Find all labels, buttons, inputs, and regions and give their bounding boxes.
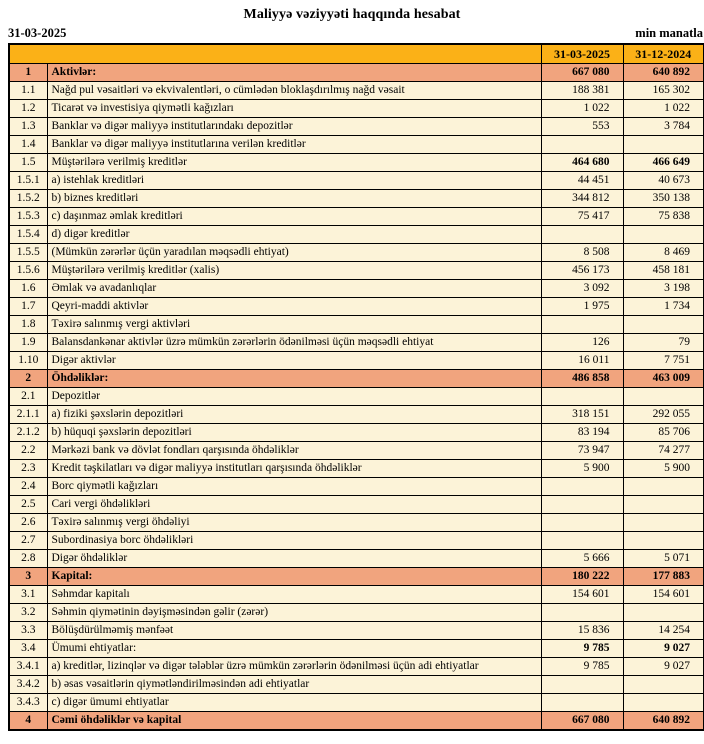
- row-num-cell: 2.1: [9, 388, 47, 406]
- row-value-previous-cell: 466 649: [623, 154, 704, 172]
- row-value-previous-cell: 85 706: [623, 424, 704, 442]
- row-value-previous-cell: 177 883: [623, 568, 704, 586]
- table-row: [9, 226, 704, 244]
- row-label-cell: a) istehlak kreditləri: [47, 172, 541, 190]
- row-label-cell: Əmlak və avadanlıqlar: [47, 280, 541, 298]
- table-row: [9, 496, 704, 514]
- row-num-cell: 2.1.1: [9, 406, 47, 424]
- row-value-previous-cell: [623, 226, 704, 244]
- header-blank-cell: [9, 44, 541, 64]
- row-value-previous-cell: 9 027: [623, 640, 704, 658]
- row-num-cell: 1.7: [9, 298, 47, 316]
- table-row: [9, 262, 704, 280]
- row-value-previous-cell: 3 198: [623, 280, 704, 298]
- row-num-cell: 1.5.1: [9, 172, 47, 190]
- row-num-cell: 3.4: [9, 640, 47, 658]
- row-label-cell: Kredit təşkilatları və digər maliyyə institutları qarşısında öhdəliklər: [47, 460, 541, 478]
- row-label-cell: Müştərilərə verilmiş kreditlər: [47, 154, 541, 172]
- row-num-cell: 2.5: [9, 496, 47, 514]
- table-header-row: [9, 44, 704, 64]
- row-value-current-cell: [541, 136, 623, 154]
- row-label-cell: a) fiziki şəxslərin depozitləri: [47, 406, 541, 424]
- row-num-cell: 3.1: [9, 586, 47, 604]
- report-title: Maliyyə vəziyyəti haqqında hesabat: [243, 7, 461, 22]
- table-row: [9, 280, 704, 298]
- row-value-current-cell: [541, 676, 623, 694]
- table-row: [9, 640, 704, 658]
- row-value-current-cell: [541, 388, 623, 406]
- row-value-current-cell: 9 785: [541, 640, 623, 658]
- row-label-cell: Kapital:: [47, 568, 541, 586]
- row-label-cell: Bölüşdürülməmiş mənfəət: [47, 622, 541, 640]
- table-row: [9, 370, 704, 388]
- row-num-cell: 3: [9, 568, 47, 586]
- row-value-previous-cell: 74 277: [623, 442, 704, 460]
- row-num-cell: 2.1.2: [9, 424, 47, 442]
- row-value-current-cell: 667 080: [541, 712, 623, 731]
- row-value-current-cell: [541, 496, 623, 514]
- row-value-previous-cell: 458 181: [623, 262, 704, 280]
- row-value-previous-cell: [623, 316, 704, 334]
- row-value-current-cell: 16 011: [541, 352, 623, 370]
- table-row: [9, 460, 704, 478]
- table-row: [9, 694, 704, 712]
- table-row: [9, 424, 704, 442]
- table-row: [9, 334, 704, 352]
- table-row: [9, 712, 704, 731]
- table-row: [9, 658, 704, 676]
- row-label-cell: c) digər ümumi ehtiyatlar: [47, 694, 541, 712]
- row-value-previous-cell: 5 900: [623, 460, 704, 478]
- row-value-previous-cell: 292 055: [623, 406, 704, 424]
- row-num-cell: 1.2: [9, 100, 47, 118]
- row-value-previous-cell: 9 027: [623, 658, 704, 676]
- row-value-current-cell: 667 080: [541, 64, 623, 82]
- report-meta-row: [8, 26, 703, 41]
- row-num-cell: 2: [9, 370, 47, 388]
- row-num-cell: 3.3: [9, 622, 47, 640]
- table-row: [9, 298, 704, 316]
- row-value-current-cell: 344 812: [541, 190, 623, 208]
- row-num-cell: 1.4: [9, 136, 47, 154]
- row-num-cell: 2.7: [9, 532, 47, 550]
- row-label-cell: Müştərilərə verilmiş kreditlər (xalis): [47, 262, 541, 280]
- row-value-previous-cell: [623, 478, 704, 496]
- row-label-cell: Öhdəliklər:: [47, 370, 541, 388]
- table-row: [9, 64, 704, 82]
- row-label-cell: Təxirə salınmış vergi aktivləri: [47, 316, 541, 334]
- table-row: [9, 442, 704, 460]
- row-label-cell: Ümumi ehtiyatlar:: [47, 640, 541, 658]
- table-row: [9, 478, 704, 496]
- row-value-previous-cell: 463 009: [623, 370, 704, 388]
- table-row: [9, 406, 704, 424]
- financial-position-table: [8, 43, 704, 731]
- row-value-current-cell: 8 508: [541, 244, 623, 262]
- row-label-cell: Mərkəzi bank və dövlət fondları qarşısında öhdəliklər: [47, 442, 541, 460]
- row-value-current-cell: 5 666: [541, 550, 623, 568]
- row-value-previous-cell: 350 138: [623, 190, 704, 208]
- table-row: [9, 352, 704, 370]
- row-num-cell: 1.3: [9, 118, 47, 136]
- row-value-current-cell: 9 785: [541, 658, 623, 676]
- table-row: [9, 586, 704, 604]
- row-value-current-cell: 1 022: [541, 100, 623, 118]
- row-num-cell: 1.9: [9, 334, 47, 352]
- row-value-previous-cell: 3 784: [623, 118, 704, 136]
- row-value-current-cell: 126: [541, 334, 623, 352]
- table-row: [9, 568, 704, 586]
- row-value-current-cell: 3 092: [541, 280, 623, 298]
- table-row: [9, 316, 704, 334]
- table-row: [9, 100, 704, 118]
- row-num-cell: 3.4.2: [9, 676, 47, 694]
- row-num-cell: 1.1: [9, 82, 47, 100]
- table-row: [9, 388, 704, 406]
- row-num-cell: 2.2: [9, 442, 47, 460]
- row-value-current-cell: 318 151: [541, 406, 623, 424]
- row-value-previous-cell: [623, 604, 704, 622]
- table-row: [9, 550, 704, 568]
- row-value-previous-cell: 1 022: [623, 100, 704, 118]
- row-value-previous-cell: 640 892: [623, 64, 704, 82]
- row-value-previous-cell: 75 838: [623, 208, 704, 226]
- row-value-current-cell: 1 975: [541, 298, 623, 316]
- table-row: [9, 514, 704, 532]
- row-value-previous-cell: [623, 676, 704, 694]
- row-value-previous-cell: 165 302: [623, 82, 704, 100]
- row-num-cell: 1.5.4: [9, 226, 47, 244]
- row-label-cell: b) əsas vəsaitlərin qiymətləndirilməsindən adi ehtiyatlar: [47, 676, 541, 694]
- row-value-previous-cell: 5 071: [623, 550, 704, 568]
- row-label-cell: Aktivlər:: [47, 64, 541, 82]
- row-label-cell: Təxirə salınmış vergi öhdəliyi: [47, 514, 541, 532]
- unit-label: min manatla: [635, 26, 703, 40]
- header-col-previous: 31-12-2024: [623, 44, 704, 64]
- row-num-cell: 1.5.3: [9, 208, 47, 226]
- row-label-cell: Banklar və digər maliyyə institutlarındakı depozitlər: [47, 118, 541, 136]
- row-value-current-cell: [541, 316, 623, 334]
- row-value-current-cell: [541, 604, 623, 622]
- row-num-cell: 3.4.1: [9, 658, 47, 676]
- row-value-previous-cell: 1 734: [623, 298, 704, 316]
- row-value-current-cell: [541, 226, 623, 244]
- header-col-current: 31-03-2025: [541, 44, 623, 64]
- table-row: [9, 244, 704, 262]
- table-row: [9, 622, 704, 640]
- row-value-current-cell: 75 417: [541, 208, 623, 226]
- row-value-previous-cell: 14 254: [623, 622, 704, 640]
- row-value-current-cell: [541, 532, 623, 550]
- row-value-previous-cell: 154 601: [623, 586, 704, 604]
- row-num-cell: 2.3: [9, 460, 47, 478]
- row-num-cell: 3.2: [9, 604, 47, 622]
- row-label-cell: Borc qiymətli kağızları: [47, 478, 541, 496]
- row-value-previous-cell: [623, 514, 704, 532]
- row-num-cell: 4: [9, 712, 47, 731]
- row-value-current-cell: 154 601: [541, 586, 623, 604]
- table-row: [9, 82, 704, 100]
- table-body: [9, 64, 704, 731]
- row-value-previous-cell: [623, 694, 704, 712]
- row-value-current-cell: 486 858: [541, 370, 623, 388]
- row-num-cell: 2.4: [9, 478, 47, 496]
- row-value-current-cell: [541, 478, 623, 496]
- row-label-cell: Digər öhdəliklər: [47, 550, 541, 568]
- row-label-cell: Digər aktivlər: [47, 352, 541, 370]
- row-label-cell: Səhmdar kapitalı: [47, 586, 541, 604]
- row-label-cell: b) biznes kreditləri: [47, 190, 541, 208]
- row-label-cell: Depozitlər: [47, 388, 541, 406]
- row-value-current-cell: 456 173: [541, 262, 623, 280]
- row-num-cell: 1.5.6: [9, 262, 47, 280]
- report-date: 31-03-2025: [8, 26, 67, 40]
- table-row: [9, 136, 704, 154]
- row-label-cell: Balansdankənar aktivlər üzrə mümkün zərərlərin ödənilməsi üçün məqsədli ehtiyat: [47, 334, 541, 352]
- row-num-cell: 2.8: [9, 550, 47, 568]
- row-value-previous-cell: 79: [623, 334, 704, 352]
- row-value-current-cell: 180 222: [541, 568, 623, 586]
- row-value-current-cell: 83 194: [541, 424, 623, 442]
- row-label-cell: c) daşınmaz əmlak kreditləri: [47, 208, 541, 226]
- row-num-cell: 1.10: [9, 352, 47, 370]
- row-value-current-cell: 5 900: [541, 460, 623, 478]
- row-value-previous-cell: 8 469: [623, 244, 704, 262]
- row-value-current-cell: 464 680: [541, 154, 623, 172]
- row-label-cell: Ticarət və investisiya qiymətli kağızları: [47, 100, 541, 118]
- row-num-cell: 1.8: [9, 316, 47, 334]
- row-value-current-cell: 553: [541, 118, 623, 136]
- row-value-current-cell: [541, 514, 623, 532]
- row-value-previous-cell: [623, 532, 704, 550]
- table-row: [9, 172, 704, 190]
- row-value-current-cell: 73 947: [541, 442, 623, 460]
- row-label-cell: Qeyri-maddi aktivlər: [47, 298, 541, 316]
- row-value-previous-cell: [623, 136, 704, 154]
- table-row: [9, 532, 704, 550]
- row-label-cell: Subordinasiya borc öhdəlikləri: [47, 532, 541, 550]
- row-num-cell: 1.5: [9, 154, 47, 172]
- row-label-cell: b) hüquqi şəxslərin depozitləri: [47, 424, 541, 442]
- row-value-current-cell: 188 381: [541, 82, 623, 100]
- row-value-previous-cell: 640 892: [623, 712, 704, 731]
- row-label-cell: Cari vergi öhdəlikləri: [47, 496, 541, 514]
- row-num-cell: 1: [9, 64, 47, 82]
- table-row: [9, 604, 704, 622]
- row-value-previous-cell: [623, 388, 704, 406]
- table-row: [9, 154, 704, 172]
- row-value-previous-cell: [623, 496, 704, 514]
- row-num-cell: 1.5.5: [9, 244, 47, 262]
- table-row: [9, 208, 704, 226]
- row-label-cell: Nağd pul vəsaitləri və ekvivalentləri, o cümlədən bloklaşdırılmış nağd vəsait: [47, 82, 541, 100]
- row-label-cell: Səhmin qiymətinin dəyişməsindən gəlir (zərər): [47, 604, 541, 622]
- row-num-cell: 1.6: [9, 280, 47, 298]
- row-value-current-cell: [541, 694, 623, 712]
- table-row: [9, 676, 704, 694]
- row-label-cell: Banklar və digər maliyyə institutlarına verilən kreditlər: [47, 136, 541, 154]
- row-value-current-cell: 44 451: [541, 172, 623, 190]
- row-value-previous-cell: 7 751: [623, 352, 704, 370]
- row-num-cell: 2.6: [9, 514, 47, 532]
- row-label-cell: (Mümkün zərərlər üçün yaradılan məqsədli ehtiyat): [47, 244, 541, 262]
- row-label-cell: d) digər kreditlər: [47, 226, 541, 244]
- table-row: [9, 118, 704, 136]
- table-row: [9, 190, 704, 208]
- row-label-cell: a) kreditlər, lizinqlər və digər tələblər üzrə mümkün zərərlərin ödənilməsi üçün adi ehtiyatlar: [47, 658, 541, 676]
- row-value-current-cell: 15 836: [541, 622, 623, 640]
- row-label-cell: Cəmi öhdəliklər və kapital: [47, 712, 541, 731]
- row-num-cell: 1.5.2: [9, 190, 47, 208]
- row-num-cell: 3.4.3: [9, 694, 47, 712]
- row-value-previous-cell: 40 673: [623, 172, 704, 190]
